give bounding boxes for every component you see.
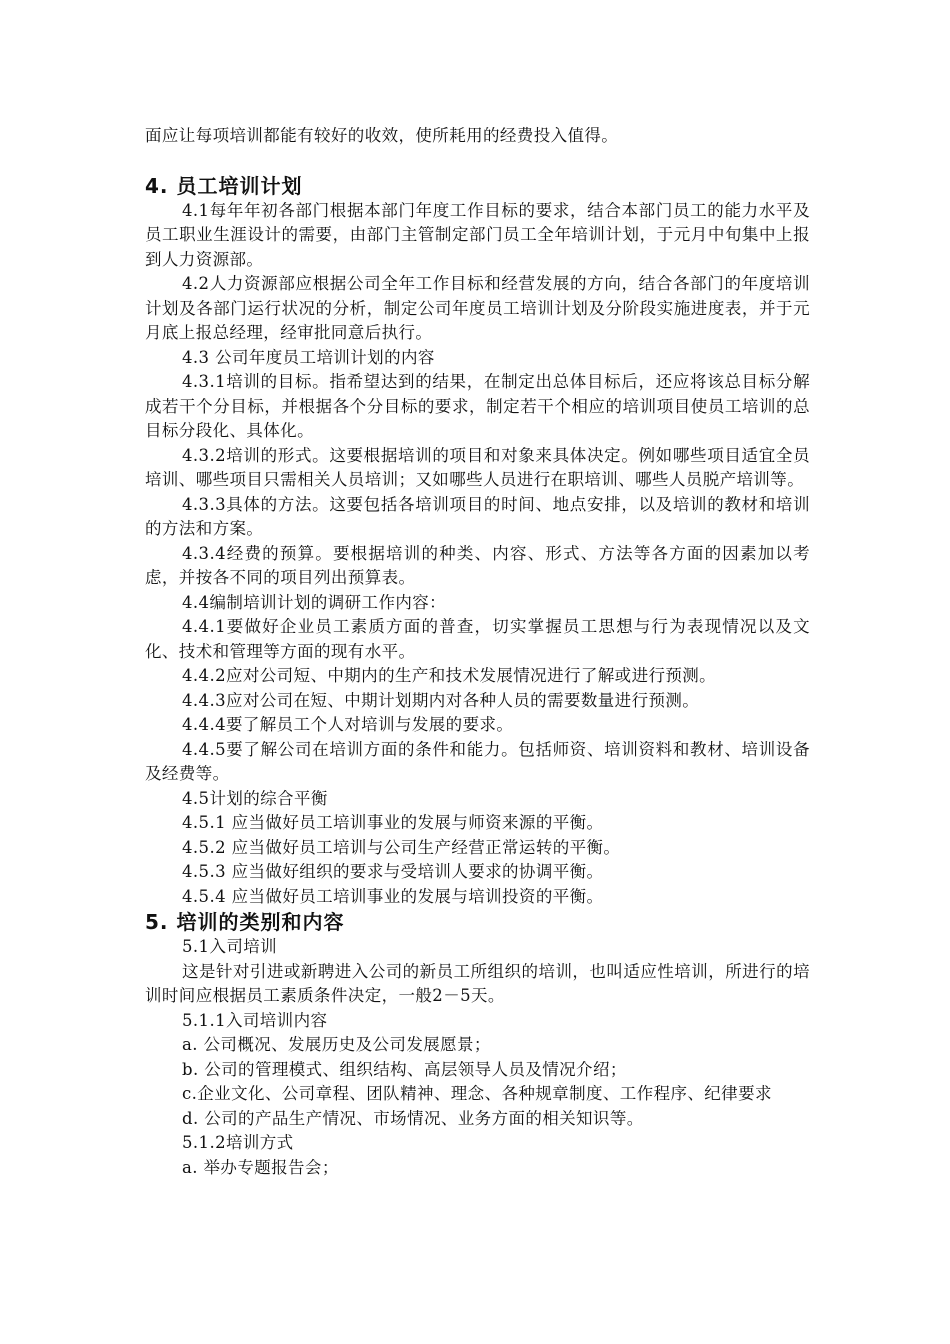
paragraph-4-1: 4.1每年年初各部门根据本部门年度工作目标的要求，结合本部门员工的能力水平及员工职业生涯设计的需要，由部门主管制定部门员工全年培训计划，于元月中旬集中上报到人力资源部。 bbox=[145, 200, 810, 269]
paragraph-4-4: 4.4编制培训计划的调研工作内容： bbox=[182, 592, 447, 612]
paragraph-4-3-1: 4.3.1培训的目标。指希望达到的结果，在制定出总体目标后，还应将该总目标分解成若干个分目标，并根据各个分目标的要求，制定若干个相应的培训项目使员工培训的总目标分段化、具体化。 bbox=[145, 372, 810, 440]
list-item-b: b. 公司的管理模式、组织结构、高层领导人员及情况介绍； bbox=[182, 1059, 627, 1079]
paragraph-4-3: 4.3 公司年度员工培训计划的内容 bbox=[182, 347, 435, 367]
paragraph-4-4-4: 4.4.4要了解员工个人对培训与发展的要求。 bbox=[182, 715, 514, 734]
list-item-a-method: a. 举办专题报告会； bbox=[182, 1157, 339, 1177]
paragraph-4-3-2: 4.3.2培训的形式。这要根据培训的项目和对象来具体决定。例如哪些项目适宜全员培训、哪些项目只需相关人员培训；又如哪些人员进行在职培训、哪些人员脱产培训等。 bbox=[145, 445, 810, 489]
paragraph-5-1: 5.1入司培训 bbox=[182, 937, 278, 956]
paragraph-5-1-2: 5.1.2培训方式 bbox=[182, 1133, 294, 1152]
paragraph-4-4-3: 4.4.3应对公司在短、中期计划期内对各种人员的需要数量进行预测。 bbox=[182, 690, 700, 710]
paragraph-4-3-3: 4.3.3具体的方法。这要包括各培训项目的时间、地点安排，以及培训的教材和培训的方法和方案。 bbox=[145, 494, 810, 538]
paragraph-4-5-3: 4.5.3 应当做好组织的要求与受培训人要求的协调平衡。 bbox=[182, 862, 604, 881]
paragraph-5-1-1: 5.1.1入司培训内容 bbox=[182, 1010, 328, 1030]
paragraph-4-2: 4.2人力资源部应根据公司全年工作目标和经营发展的方向，结合各部门的年度培训计划及各部门运行状况的分析，制定公司年度员工培训计划及分阶段实施进度表，并于元月底上报总经理，经审批同意后执行。 bbox=[145, 274, 810, 342]
section-4-heading: 4. 员工培训计划 bbox=[145, 173, 303, 198]
paragraph-5-1-intro: 这是针对引进或新聘进入公司的新员工所组织的培训，也叫适应性培训，所进行的培训时间应根据员工素质条件决定，一般2－5天。 bbox=[145, 961, 810, 1005]
section-5-heading: 5. 培训的类别和内容 bbox=[145, 910, 345, 934]
paragraph-4-5-1: 4.5.1 应当做好员工培训事业的发展与师资来源的平衡。 bbox=[182, 813, 604, 832]
paragraph-4-5-4: 4.5.4 应当做好员工培训事业的发展与培训投资的平衡。 bbox=[182, 886, 604, 906]
list-item-d: d. 公司的产品生产情况、市场情况、业务方面的相关知识等。 bbox=[182, 1108, 644, 1128]
list-item-c: c.企业文化、公司章程、团队精神、理念、各种规章制度、工作程序、纪律要求 bbox=[182, 1084, 772, 1103]
paragraph-4-4-2: 4.4.2应对公司短、中期内的生产和技术发展情况进行了解或进行预测。 bbox=[182, 666, 717, 685]
intro-paragraph-tail: 面应让每项培训都能有较好的收效，使所耗用的经费投入值得。 bbox=[145, 126, 619, 145]
document-body bbox=[145, 124, 810, 1180]
paragraph-4-3-4: 4.3.4经费的预算。要根据培训的种类、内容、形式、方法等各方面的因素加以考虑，并按各不同的项目列出预算表。 bbox=[145, 543, 810, 587]
paragraph-4-4-5: 4.4.5要了解公司在培训方面的条件和能力。包括师资、培训资料和教材、培训设备及经费等。 bbox=[145, 739, 810, 783]
paragraph-4-4-1: 4.4.1要做好企业员工素质方面的普查，切实掌握员工思想与行为表现情况以及文化、技术和管理等方面的现有水平。 bbox=[145, 617, 810, 661]
paragraph-4-5: 4.5计划的综合平衡 bbox=[182, 788, 328, 808]
list-item-a: a. 公司概况、发展历史及公司发展愿景； bbox=[182, 1035, 491, 1054]
paragraph-4-5-2: 4.5.2 应当做好员工培训与公司生产经营正常运转的平衡。 bbox=[182, 837, 621, 857]
